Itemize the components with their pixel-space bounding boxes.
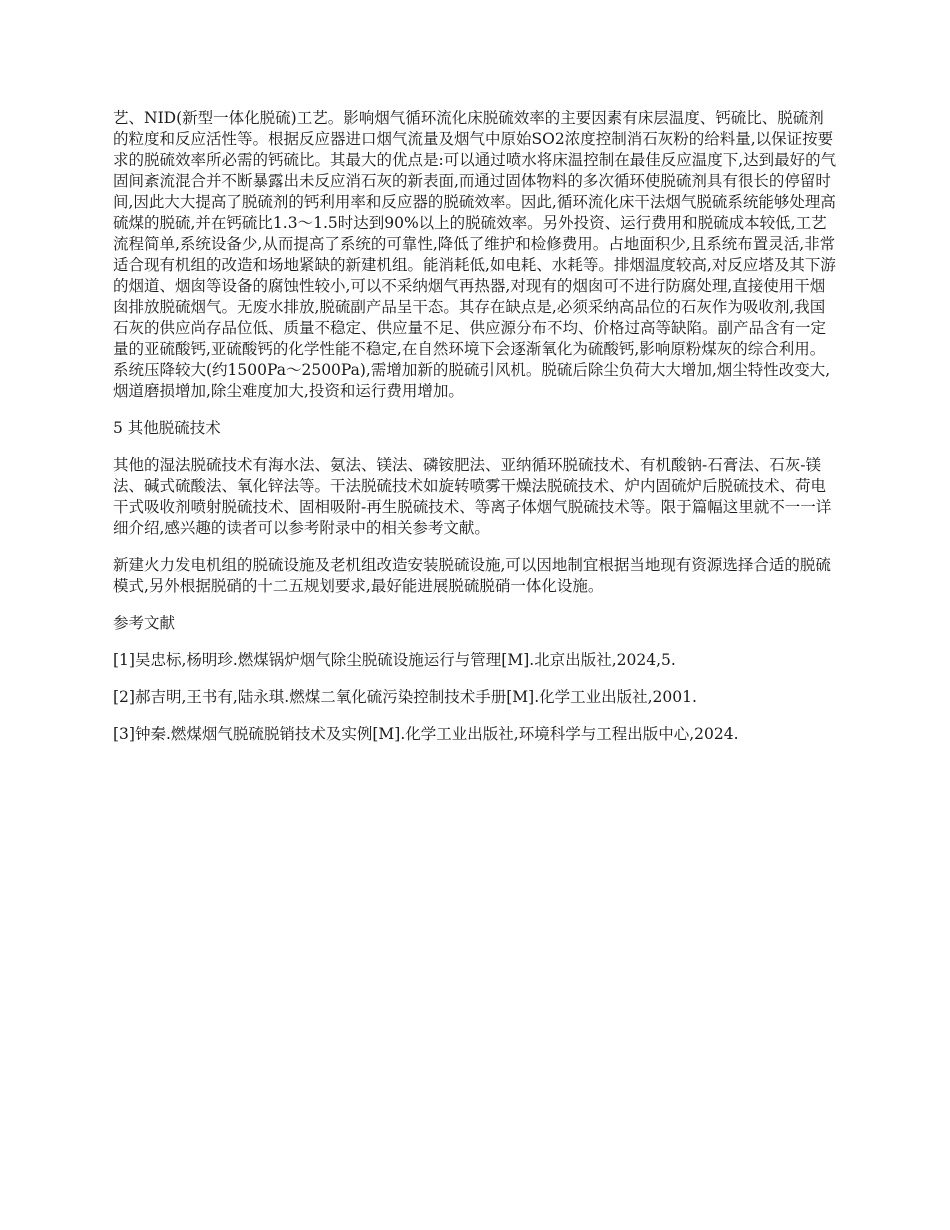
section-heading-other-techniques: 5 其他脱硫技术 xyxy=(113,419,221,437)
reference-item: [3]钟秦.燃煤烟气脱硫脱销技术及实例[M].化学工业出版社,环境科学与工程出版中心,2024. xyxy=(113,725,739,743)
paragraph-conclusion: 新建火力发电机组的脱硫设施及老机组改造安装脱硫设施,可以因地制宜根据当地现有资源选择合适的脱硫模式,另外根据脱硝的十二五规划要求,最好能进展脱硫脱硝一体化设施。 xyxy=(113,556,831,595)
reference-item: [2]郝吉明,王书有,陆永琪.燃煤二氧化硫污染控制技术手册[M].化学工业出版社,2001. xyxy=(113,688,697,706)
document-body xyxy=(113,108,839,761)
paragraph-cfb-desulfurization: 艺、NID(新型一体化脱硫)工艺。影响烟气循环流化床脱硫效率的主要因素有床层温度、钙硫比、脱硫剂的粒度和反应活性等。根据反应器进口烟气流量及烟气中原始SO2浓度控制消石灰粉的给料量,以保证按要求的脱硫效率所必需的钙硫比。其最大的优点是:可以通过喷水将床温控制在最佳反应温度下,达到最好的气固间紊流混合并不断暴露出未反应消石灰的新表面,而通过固体物料的多次循环使脱硫剂具有很长的停留时间,因此大大提高了脱硫剂的钙利用率和反应器的脱硫效率。因此,循环流化床干法烟气脱硫系统能够处理高硫煤的脱硫,并在钙硫比1.3～1.5时达到90%以上的脱硫效率。另外投资、运行费用和脱硫成本较低,工艺流程简单,系统设备少,从而提高了系统的可靠性,降低了维护和检修费用。占地面积少,且系统布置灵活,非常适合现有机组的改造和场地紧缺的新建机组。能消耗低,如电耗、水耗等。排烟温度较高,对反应塔及其下游的烟道、烟囱等设备的腐蚀性较小,可以不采纳烟气再热器,对现有的烟囱可不进行防腐处理,直接使用干烟囱排放脱硫烟气。无废水排放,脱硫副产品呈干态。其存在缺点是,必须采纳高品位的石灰作为吸收剂,我国石灰的供应尚存品位低、质量不稳定、供应量不足、供应源分布不均、价格过高等缺陷。副产品含有一定量的亚硫酸钙,亚硫酸钙的化学性能不稳定,在自然环境下会逐渐氧化为硫酸钙,影响原粉煤灰的综合利用。系统压降较大(约1500Pa～2500Pa),需增加新的脱硫引风机。脱硫后除尘负荷大大增加,烟尘特性改变大,烟道磨损增加,除尘难度加大,投资和运行费用增加。 xyxy=(113,109,837,400)
references-heading: 参考文献 xyxy=(113,614,176,632)
paragraph-other-techniques: 其他的湿法脱硫技术有海水法、氨法、镁法、磷铵肥法、亚纳循环脱硫技术、有机酸钠-石膏法、石灰-镁法、碱式硫酸法、氧化锌法等。干法脱硫技术如旋转喷雾干燥法脱硫技术、炉内固硫炉后脱硫技术、荷电干式吸收剂喷射脱硫技术、固相吸附-再生脱硫技术、等离子体烟气脱硫技术等。限于篇幅这里就不一一详细介绍,感兴趣的读者可以参考附录中的相关参考文献。 xyxy=(113,456,832,537)
reference-item: [1]吴忠标,杨明珍.燃煤锅炉烟气除尘脱硫设施运行与管理[M].北京出版社,2024,5. xyxy=(113,651,676,669)
